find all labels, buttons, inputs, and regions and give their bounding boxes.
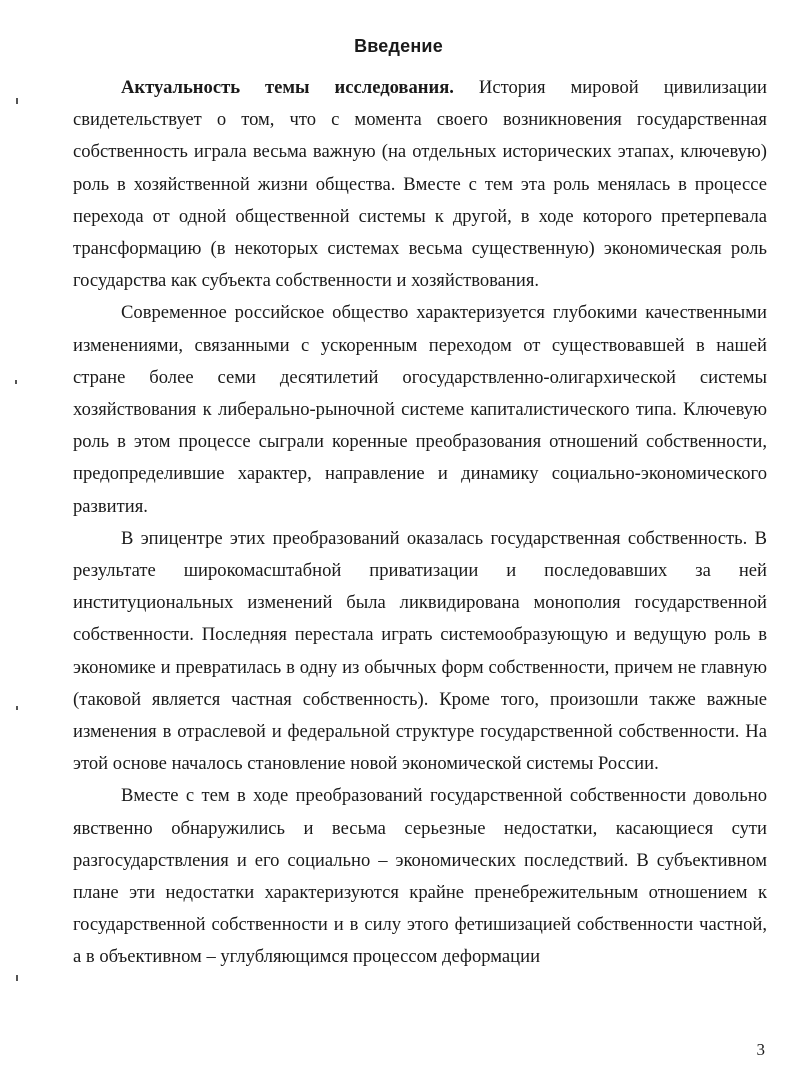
scan-speck <box>15 380 17 384</box>
paragraph-relevance <box>73 72 767 297</box>
page-number: 3 <box>756 1040 765 1059</box>
scan-speck <box>16 706 18 710</box>
paragraph-shortcomings: Вместе с тем в ходе преобразований государственной собственности довольно явственно обнаружились и весьма серьезные недостатки, касающиеся сути разгосударствления и его социально – экономических последствий. В субъективном плане эти недостатки характеризуются крайне пренебрежительным отношением к государственной собственности и в силу этого фетишизацией собственности частной, а в объективном – углубляющимся процессом деформации <box>73 785 767 968</box>
page-title: Введение <box>354 36 443 56</box>
body-text <box>73 72 767 974</box>
scan-speck <box>16 975 18 981</box>
scan-speck <box>16 98 18 104</box>
paragraph-russian-society: Современное российское общество характеризуется глубокими качественными изменениями, связанными с ускоренным переходом от существовавшей в нашей стране более семи десятилетий огосударствленно-олигархической системы хозяйствования к либерально-рыночной системе капиталистического типа. Ключевую роль в этом процессе сыграли коренные преобразования отношений собственности, предопределившие характер, направление и динамику социально-экономического развития. <box>73 302 767 517</box>
paragraph-lead: Актуальность темы исследования. <box>121 77 454 98</box>
paragraph-text: История мировой цивилизации свидетельствует о том, что с момента своего возникновения государственная собственность играла весьма важную (на отдельных исторических этапах, ключевую) роль в хозяйственной жизни общества. Вместе с тем эта роль менялась в процессе перехода от одной общественной системы к другой, в ходе которого претерпевала трансформацию (в некоторых системах весьма существенную) экономическая роль государства как субъекта собственности и хозяйствования. <box>73 77 768 292</box>
paragraph-epicenter: В эпицентре этих преобразований оказалась государственная собственность. В результате широкомасштабной приватизации и последовавших за ней институциональных изменений была ликвидирована монополия государственной собственности. Последняя перестала играть системообразующую и ведущую роль в экономике и превратилась в одну из обычных форм собственности, причем не главную (таковой является частная собственность). Кроме того, произошли также важные изменения в отраслевой и федеральной структуре государственной собственности. На этой основе началось становление новой экономической системы России. <box>73 527 767 775</box>
